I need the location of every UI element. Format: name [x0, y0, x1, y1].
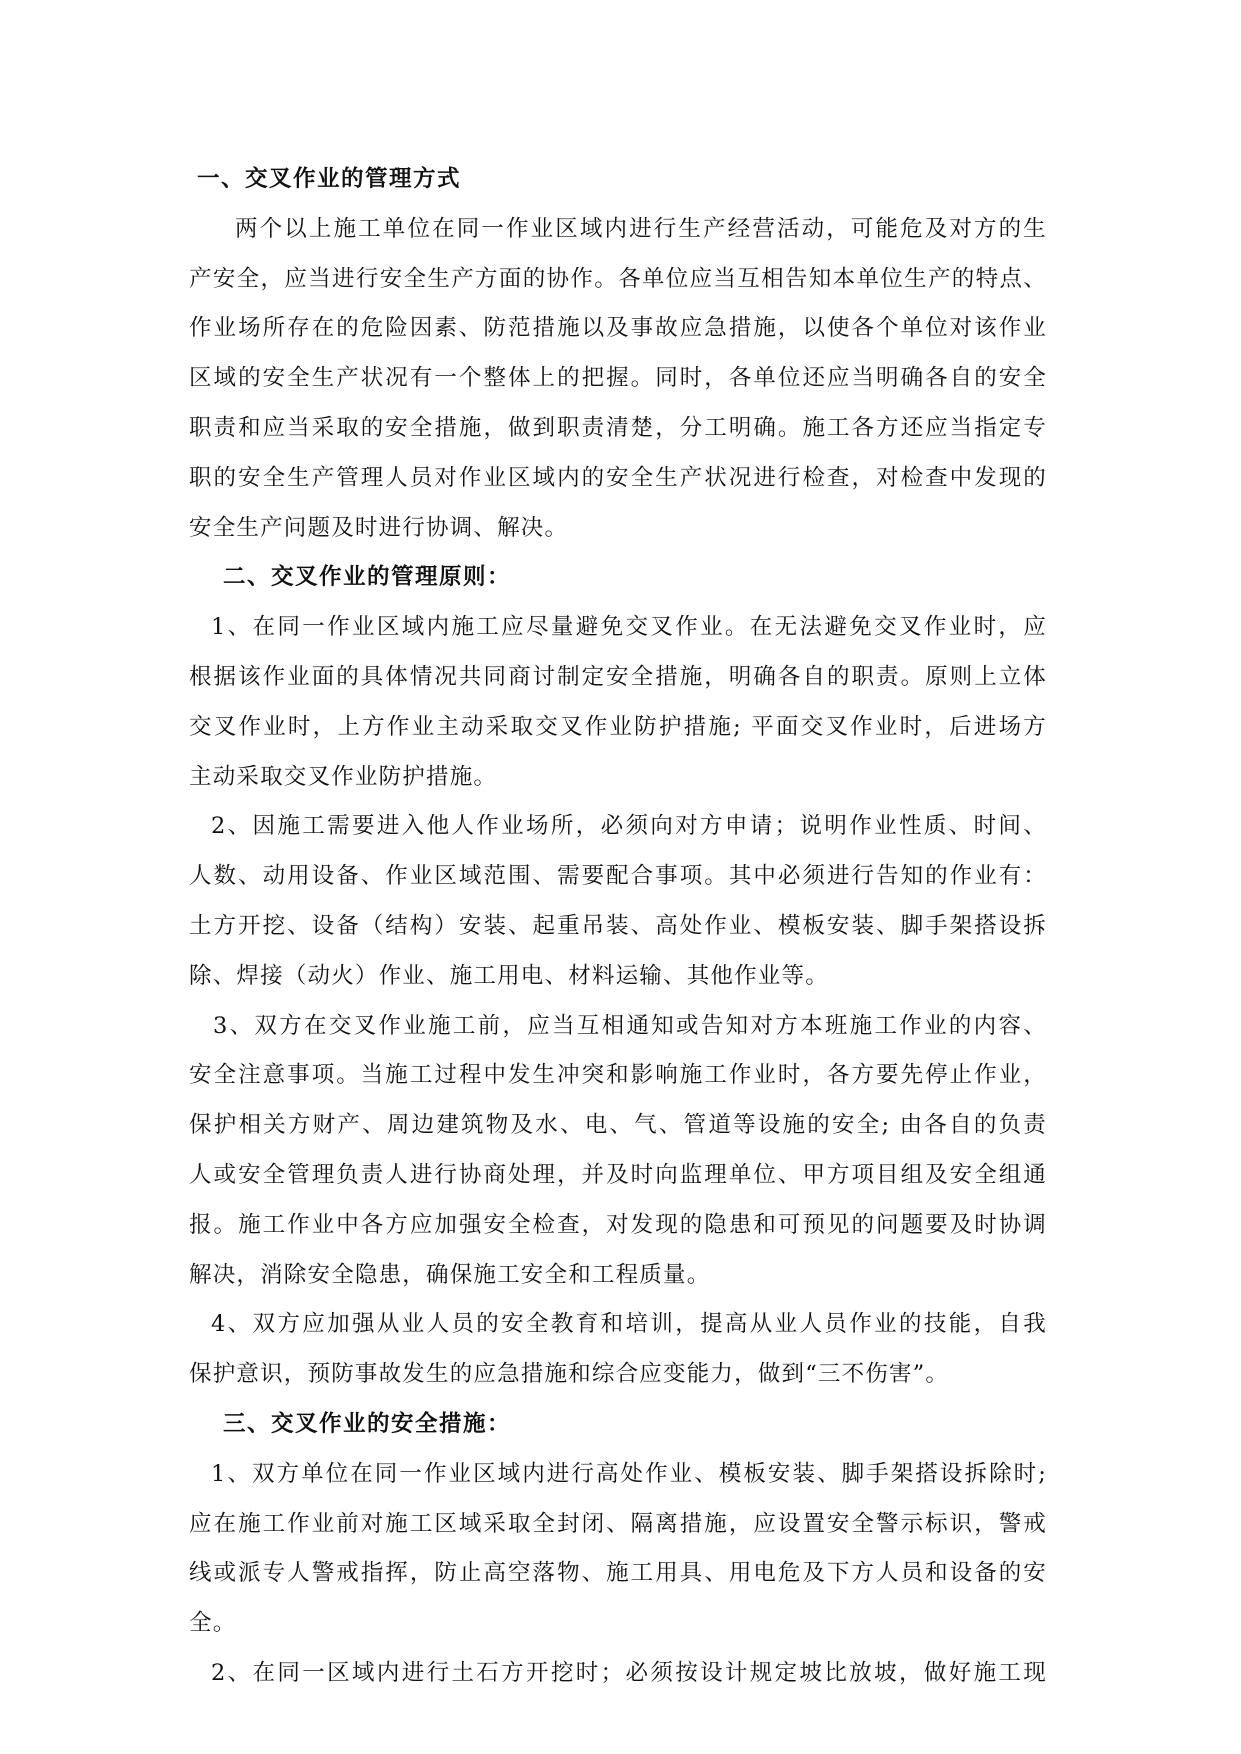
section-heading: 二、交叉作业的管理原则： [223, 564, 512, 591]
text-line: 人或安全管理负责人进行协商处理，并及时向监理单位、甲方项目组及安全组通 [189, 1161, 1047, 1188]
text-line: 2、在同一区域内进行土石方开挖时；必须按设计规定坡比放坡，做好施工现 [211, 1659, 1047, 1686]
text-line: 职责和应当采取的安全措施，做到职责清楚，分工明确。施工各方还应当指定专 [189, 414, 1047, 441]
text-line: 作业场所存在的危险因素、防范措施以及事故应急措施，以使各个单位对该作业 [189, 315, 1047, 342]
text-line: 职的安全生产管理人员对作业区域内的安全生产状况进行检查，对检查中发现的 [189, 464, 1047, 491]
text-line: 保护相关方财产、周边建筑物及水、电、气、管道等设施的安全; 由各自的负责 [189, 1112, 1047, 1139]
paragraph [189, 1450, 1047, 1649]
text-line: 4、双方应加强从业人员的安全教育和培训，提高从业人员作业的技能，自我 [211, 1311, 1047, 1338]
text-line: 产安全，应当进行安全生产方面的协作。各单位应当互相告知本单位生产的特点、 [189, 265, 1047, 292]
text-line: 1、双方单位在同一作业区域内进行高处作业、模板安装、脚手架搭设拆除时; [211, 1460, 1047, 1487]
text-line: 报。施工作业中各方应加强安全检查，对发现的隐患和可预见的问题要及时协调 [189, 1211, 1047, 1238]
text-line: 安全生产问题及时进行协调、解决。 [189, 514, 569, 541]
document-page [189, 155, 1047, 1699]
paragraph [189, 1300, 1047, 1400]
text-line: 线或派专人警戒指挥，防止高空落物、施工用具、用电危及下方人员和设备的安 [189, 1560, 1047, 1587]
paragraph [189, 205, 1047, 554]
text-line: 解决，消除安全隐患，确保施工安全和工程质量。 [189, 1261, 711, 1288]
text-line: 除、焊接（动火）作业、施工用电、材料运输、其他作业等。 [189, 962, 829, 989]
paragraph [189, 802, 1047, 1001]
paragraph [189, 603, 1047, 802]
text-line: 保护意识，预防事故发生的应急措施和综合应变能力，做到“三不伤害”。 [189, 1361, 950, 1388]
text-line: 2、因施工需要进入他人作业场所，必须向对方申请；说明作业性质、时间、 [211, 813, 1047, 840]
section-heading: 三、交叉作业的安全措施： [223, 1410, 512, 1437]
text-line: 3、双方在交叉作业施工前，应当互相通知或告知对方本班施工作业的内容、 [213, 1012, 1047, 1039]
text-line: 区域的安全生产状况有一个整体上的把握。同时，各单位还应当明确各自的安全 [189, 365, 1047, 392]
text-line: 土方开挖、设备（结构）安装、起重吊装、高处作业、模板安装、脚手架搭设拆 [189, 912, 1047, 939]
paragraph [189, 1002, 1047, 1301]
text-line: 安全注意事项。当施工过程中发生冲突和影响施工作业时，各方要先停止作业， [189, 1062, 1047, 1089]
paragraph [189, 1649, 1047, 1699]
text-line: 主动采取交叉作业防护措施。 [189, 763, 498, 790]
section-heading: 一、交叉作业的管理方式 [197, 166, 462, 192]
text-line: 1、在同一作业区域内施工应尽量避免交叉作业。在无法避免交叉作业时，应 [211, 614, 1047, 641]
text-line: 交叉作业时，上方作业主动采取交叉作业防护措施; 平面交叉作业时，后进场方 [189, 713, 1047, 740]
text-line: 人数、动用设备、作业区域范围、需要配合事项。其中必须进行告知的作业有： [189, 863, 1047, 890]
text-line: 应在施工作业前对施工区域采取全封闭、隔离措施，应设置安全警示标识，警戒 [189, 1510, 1047, 1537]
text-line: 两个以上施工单位在同一作业区域内进行生产经营活动，可能危及对方的生 [235, 215, 1047, 242]
text-line: 全。 [189, 1610, 237, 1637]
text-line: 根据该作业面的具体情况共同商讨制定安全措施，明确各自的职责。原则上立体 [189, 663, 1047, 690]
